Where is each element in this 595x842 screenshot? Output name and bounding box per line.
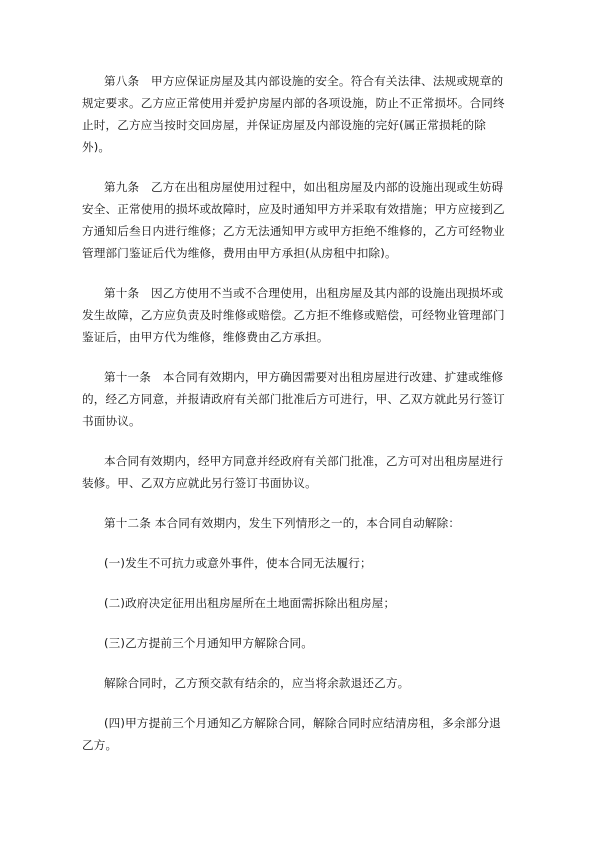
clause-9-paragraph: 第九条 乙方在出租房屋使用过程中，如出租房屋及内部的设施出现或生妨碍安全、正常使用的损坏或故障时，应及时通知甲方并采取有效措施；甲方应接到乙方通知后叁日内进行维修；乙方无法通知甲方或甲方拒绝不维修的，乙方可经物业管理部门鉴证后代为维修，费用由甲方承担(从房租中扣除)。 <box>82 180 505 260</box>
clause-12-item-1: (一)发生不可抗力或意外事件，使本合同无法履行； <box>104 556 372 570</box>
clause-11-paragraph: 第十一条 本合同有效期内，甲方确因需要对出租房屋进行改建、扩建或维修的，经乙方同意，并报请政府有关部门批准后方可进行，甲、乙双方就此另行签订书面协议。 <box>82 370 505 428</box>
clause-12-item-3: (三)乙方提前三个月通知甲方解除合同。 <box>104 636 313 650</box>
clause-12-item-4: (四)甲方提前三个月通知乙方解除合同，解除合同时应结清房租，多余部分退乙方。 <box>82 716 501 752</box>
clause-12-item-2: (二)政府决定征用出租房屋所在土地面需拆除出租房屋； <box>104 596 396 610</box>
clause-10-paragraph: 第十条 因乙方使用不当或不合理使用，出租房屋及其内部的设施出现损坏或发生故障，乙方应负责及时维修或赔偿。乙方拒不维修或赔偿，可经物业管理部门鉴证后，由甲方代为维修，维修费由乙方承担。 <box>82 286 505 344</box>
refund-note-paragraph: 解除合同时，乙方预交款有结余的，应当将余款退还乙方。 <box>104 676 410 690</box>
clause-8-paragraph: 第八条 甲方应保证房屋及其内部设施的安全。符合有关法律、法规或规章的规定要求。乙方应正常使用并爱护房屋内部的各项设施，防止不正常损坏。合同终止时，乙方应当按时交回房屋，并保证房屋及内部设施的完好(属正常损耗的除外)。 <box>82 74 505 154</box>
clause-11-decoration-paragraph: 本合同有效期内，经甲方同意并经政府有关部门批准，乙方可对出租房屋进行装修。甲、乙双方应就此另行签订书面协议。 <box>82 454 504 490</box>
clause-12-paragraph: 第十二条 本合同有效期内，发生下列情形之一的，本合同自动解除： <box>104 516 461 530</box>
